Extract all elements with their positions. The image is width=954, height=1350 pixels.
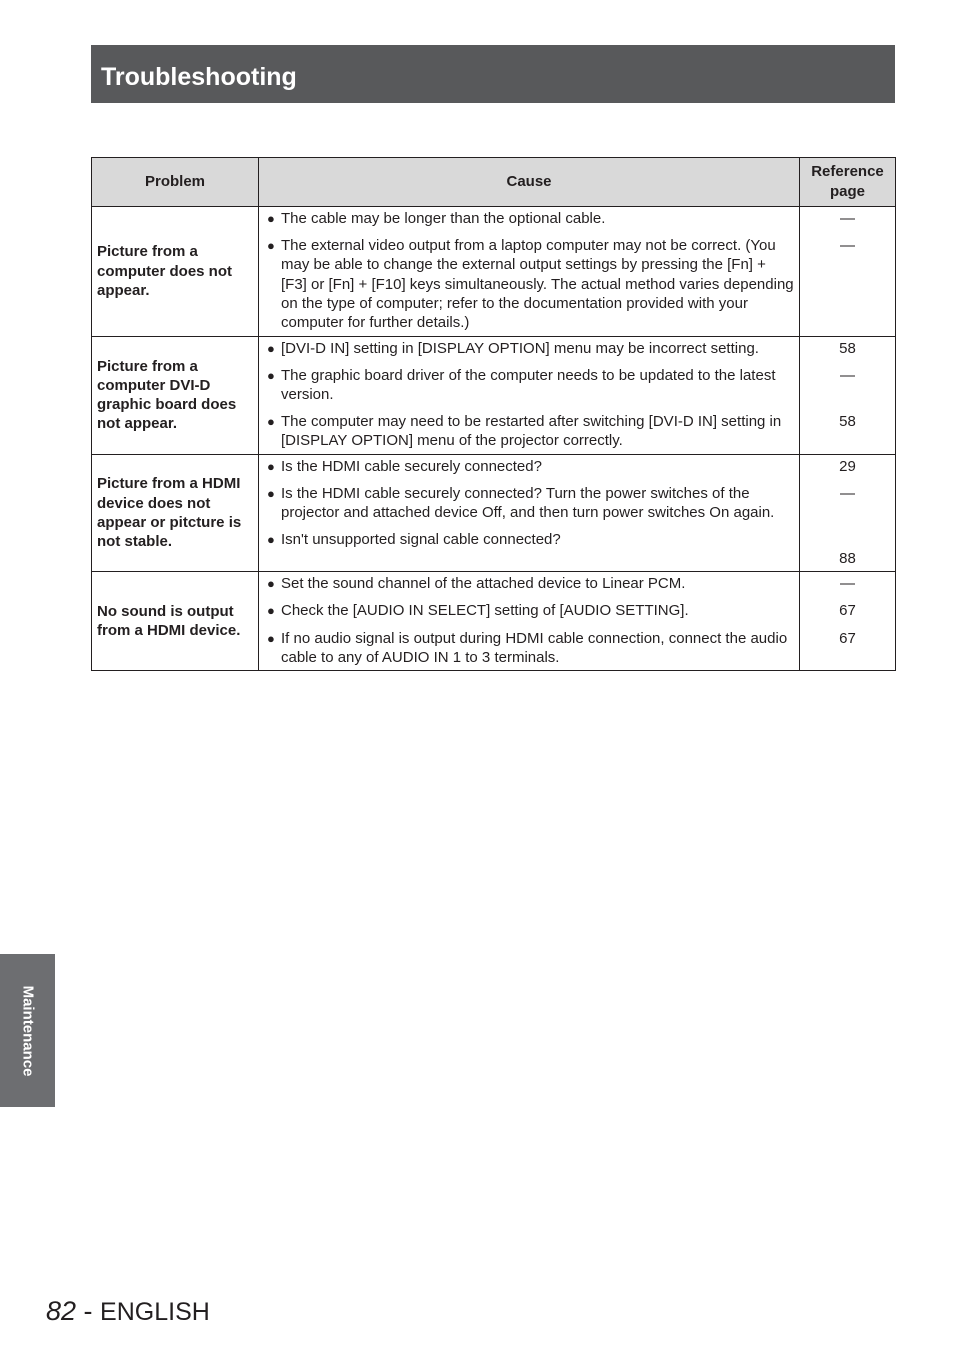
bullet-icon: ● [267, 238, 275, 254]
bullet-icon: ● [267, 211, 275, 226]
reference-page-value: 58 [839, 412, 856, 430]
cause-item [259, 601, 799, 620]
reference-page-value: — [840, 484, 855, 502]
table-row [92, 207, 896, 337]
reference-page-value: 88 [839, 550, 856, 568]
table-header-row [92, 158, 896, 207]
cause-item [259, 629, 799, 668]
problem-cell: Picture from a computer DVI-D graphic board does not appear. [92, 336, 259, 454]
reference-page-value: — [840, 237, 855, 255]
bullet-icon: ● [267, 340, 275, 356]
header-reference-page: Reference page [800, 158, 896, 207]
cause-text: [DVI-D IN] setting in [DISPLAY OPTION] menu may be incorrect setting. [281, 339, 759, 357]
reference-page-value: — [840, 210, 855, 227]
cause-text: Is the HDMI cable securely connected? Turn the power switches of the projector and attached device Off, and then turn power switches On again. [281, 484, 775, 522]
bullet-icon: ● [267, 485, 275, 501]
reference-cell [800, 454, 896, 572]
cause-item [259, 484, 799, 523]
cause-item [259, 457, 799, 476]
cause-text: Is the HDMI cable securely connected? [281, 457, 542, 475]
bullet-icon: ● [267, 414, 275, 430]
footer-language: ENGLISH [100, 1298, 210, 1326]
section-title-bar [91, 45, 895, 103]
header-problem: Problem [92, 158, 259, 207]
bullet-icon: ● [267, 367, 275, 383]
page-footer [46, 1296, 210, 1327]
cause-text: The graphic board driver of the computer needs to be updated to the latest version. [281, 366, 776, 403]
table-row [92, 454, 896, 572]
bullet-icon: ● [267, 630, 275, 646]
cause-cell [259, 207, 800, 337]
bullet-icon: ● [267, 603, 275, 619]
cause-item [259, 236, 799, 332]
problem-cell: Picture from a computer does not appear. [92, 207, 259, 337]
cause-item [259, 574, 799, 593]
page-number: 82 [46, 1296, 77, 1326]
cause-cell [259, 572, 800, 671]
reference-cell [800, 336, 896, 454]
troubleshooting-table [91, 157, 896, 671]
cause-text: Isn't unsupported signal cable connected? [281, 531, 561, 549]
bullet-icon: ● [267, 458, 275, 474]
bullet-icon: ● [267, 532, 275, 548]
cause-item [259, 366, 799, 405]
table-row [92, 336, 896, 454]
cause-item [259, 530, 799, 549]
problem-cell: Picture from a HDMI device does not appear or pitcture is not stable. [92, 454, 259, 572]
reference-page-value: — [840, 366, 855, 384]
reference-page-value: 29 [839, 457, 856, 475]
reference-page-value: 58 [839, 339, 856, 357]
page-title: Troubleshooting [101, 63, 297, 91]
bullet-icon: ● [267, 576, 275, 592]
cause-text: If no audio signal is output during HDMI cable connection, connect the audio cable to any of AUDIO IN 1 to 3 terminals. [281, 629, 788, 666]
reference-cell [800, 207, 896, 337]
cause-cell [259, 336, 800, 454]
cause-text: Set the sound channel of the attached device to Linear PCM. [281, 575, 686, 593]
side-tab-label: Maintenance [19, 985, 36, 1076]
reference-page-value: 67 [839, 602, 856, 620]
footer-separator: - [76, 1296, 101, 1326]
cause-text: The cable may be longer than the optional cable. [281, 210, 606, 227]
table-row [92, 572, 896, 671]
header-cause: Cause [259, 158, 800, 207]
reference-cell [800, 572, 896, 671]
cause-item [259, 339, 799, 358]
problem-cell: No sound is output from a HDMI device. [92, 572, 259, 671]
side-tab-maintenance [0, 954, 55, 1107]
cause-text: The computer may need to be restarted after switching [DVI-D IN] setting in [DISPLAY OPTION] menu of the projector correctly. [281, 413, 782, 450]
cause-item [259, 209, 799, 228]
cause-cell [259, 454, 800, 572]
cause-text: The external video output from a laptop computer may not be correct. (You may be able to change the external output settings by pressing the [Fn] + [F3] or [Fn] + [F10] keys simultaneously. The actual method varies depending on the type of computer; refer to the documentation provided with your computer for further details.) [281, 237, 794, 332]
reference-page-value: 67 [839, 629, 856, 647]
cause-text: Check the [AUDIO IN SELECT] setting of [AUDIO SETTING]. [281, 602, 689, 620]
reference-page-value: — [840, 575, 855, 593]
cause-item [259, 412, 799, 451]
